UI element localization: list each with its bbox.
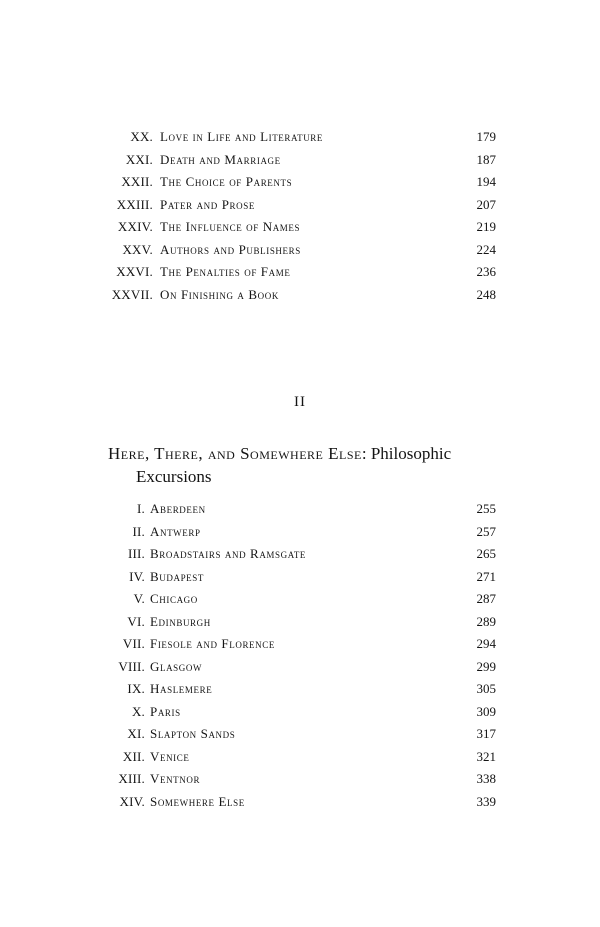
page-number: 294 <box>472 633 497 656</box>
toc-entry <box>0 768 600 791</box>
chapter-number: VIII. <box>118 658 145 674</box>
chapter-title: Paris <box>150 703 181 719</box>
toc-entry <box>0 194 600 217</box>
chapter-number: XXIII. <box>116 196 153 212</box>
toc-entry <box>0 746 600 769</box>
part-heading: II <box>294 394 306 410</box>
toc-entry <box>0 216 600 239</box>
toc-entry <box>0 723 600 746</box>
toc-entry <box>0 588 600 611</box>
chapter-title: Authors and Publishers <box>160 241 301 257</box>
toc-entry <box>0 701 600 724</box>
toc-entry <box>0 126 600 149</box>
page-number: 248 <box>472 284 497 307</box>
chapter-number: XIII. <box>118 771 145 786</box>
page-number: 179 <box>472 126 497 149</box>
toc-entry <box>0 261 600 284</box>
chapter-title: Death and Marriage <box>160 151 281 167</box>
chapter-title: Broadstairs and Ramsgate <box>150 546 307 561</box>
chapter-title: Aberdeen <box>150 501 206 516</box>
section-title-sub-1: Philosophic <box>370 444 452 463</box>
chapter-title: Edinburgh <box>150 613 211 629</box>
chapter-number: VII. <box>122 636 145 651</box>
toc-entry <box>0 611 600 634</box>
toc-entry <box>0 633 600 656</box>
chapter-number: XXIV. <box>117 219 153 234</box>
chapter-title: Haslemere <box>150 681 213 696</box>
chapter-number: XXII. <box>121 174 153 189</box>
section-title-colon: : <box>361 444 367 463</box>
page-number: 287 <box>472 588 497 611</box>
toc-entry <box>0 566 600 589</box>
chapter-title: On Finishing a Book <box>160 286 279 302</box>
section-title-main: Here, There, and Somewhere Else <box>108 444 362 463</box>
page-number: 271 <box>472 566 497 589</box>
chapter-title: Glasgow <box>150 658 203 674</box>
page-number: 309 <box>472 701 497 724</box>
chapter-title: Fiesole and Florence <box>150 636 275 651</box>
page-number: 255 <box>472 498 497 521</box>
page-number: 317 <box>472 723 497 746</box>
chapter-number: X. <box>131 703 145 719</box>
contents-list-part-1 <box>0 126 600 306</box>
page-number: 265 <box>472 543 497 566</box>
page-number: 257 <box>472 521 497 544</box>
chapter-number: XXV. <box>122 241 153 257</box>
chapter-number: VI. <box>127 613 145 629</box>
chapter-number: XIV. <box>119 793 145 809</box>
chapter-title: Budapest <box>150 568 204 584</box>
chapter-number: III. <box>127 546 145 561</box>
chapter-number: XII. <box>122 748 145 764</box>
contents-list-part-2 <box>0 498 600 813</box>
section-title-sub-2: Excursions <box>136 467 212 486</box>
chapter-title: Somewhere Else <box>150 793 245 809</box>
chapter-number: IX. <box>127 681 145 696</box>
page-number: 299 <box>472 656 497 679</box>
toc-entry <box>0 656 600 679</box>
page-number: 224 <box>472 239 497 262</box>
chapter-title: Pater and Prose <box>160 196 255 212</box>
chapter-title: Antwerp <box>150 523 201 539</box>
page-number: 194 <box>472 171 497 194</box>
chapter-title: Venice <box>150 748 190 764</box>
chapter-number: XXVII. <box>111 286 153 302</box>
toc-entry <box>0 284 600 307</box>
page-number: 321 <box>472 746 497 769</box>
chapter-number: I. <box>137 501 145 516</box>
chapter-title: Love in Life and Literature <box>160 129 324 144</box>
toc-entry <box>0 543 600 566</box>
chapter-number: II. <box>132 523 145 539</box>
chapter-number: XXI. <box>125 151 153 167</box>
page-number: 187 <box>472 149 497 172</box>
page-number: 219 <box>472 216 497 239</box>
toc-entry <box>0 171 600 194</box>
chapter-number: XI. <box>127 726 145 741</box>
section-title <box>108 442 500 488</box>
toc-entry <box>0 498 600 521</box>
chapter-number: XXVI. <box>116 264 153 279</box>
chapter-title: Slapton Sands <box>150 726 236 741</box>
page-number: 236 <box>472 261 497 284</box>
chapter-title: The Influence of Names <box>160 219 301 234</box>
page-number: 289 <box>472 611 497 634</box>
page-number: 338 <box>472 768 497 791</box>
toc-entry <box>0 239 600 262</box>
page-number: 207 <box>472 194 497 217</box>
toc-entry <box>0 149 600 172</box>
toc-entry <box>0 678 600 701</box>
chapter-title: Chicago <box>150 591 198 606</box>
toc-entry <box>0 791 600 814</box>
toc-entry <box>0 521 600 544</box>
chapter-title: Ventnor <box>150 771 201 786</box>
page-number: 339 <box>472 791 497 814</box>
chapter-number: IV. <box>129 568 145 584</box>
page-number: 305 <box>472 678 497 701</box>
chapter-title: The Choice of Parents <box>160 174 293 189</box>
chapter-number: XX. <box>130 129 153 144</box>
chapter-title: The Penalties of Fame <box>160 264 291 279</box>
chapter-number: V. <box>133 591 145 606</box>
